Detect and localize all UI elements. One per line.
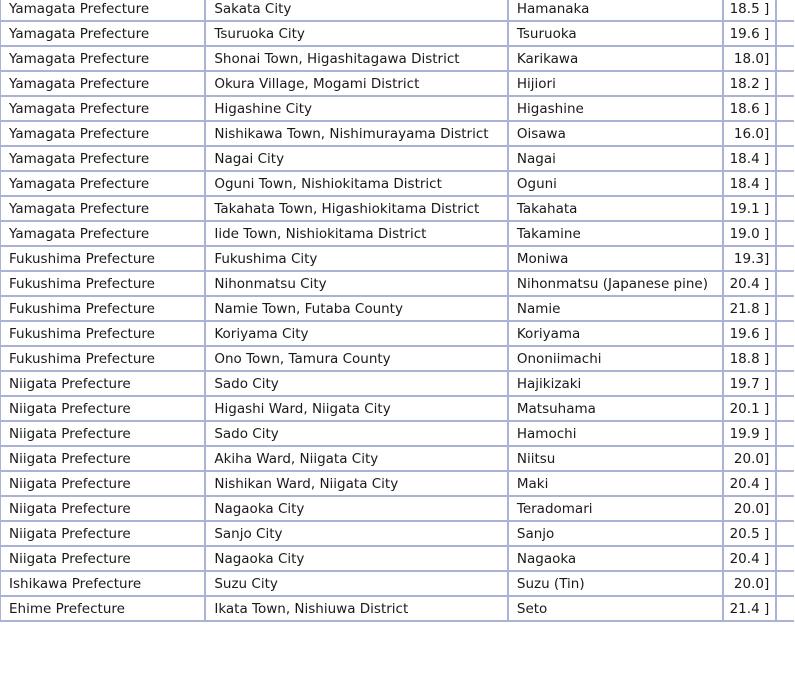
municipality-cell: Akiha Ward, Niigata City [205, 446, 508, 471]
trailing-cell [776, 246, 794, 271]
table-row [0, 146, 794, 171]
station-cell: Matsuhama [508, 396, 723, 421]
prefecture-cell: Niigata Prefecture [0, 446, 205, 471]
value-cell: 20.0] [723, 496, 776, 521]
station-cell: Hijiori [508, 71, 723, 96]
municipality-cell: Nagai City [205, 146, 508, 171]
municipality-cell: Koriyama City [205, 321, 508, 346]
prefecture-cell: Yamagata Prefecture [0, 171, 205, 196]
value-cell: 19.9 ] [723, 421, 776, 446]
station-cell: Nihonmatsu (Japanese pine) [508, 271, 723, 296]
station-cell: Takahata [508, 196, 723, 221]
trailing-cell [776, 496, 794, 521]
value-cell: 18.4 ] [723, 171, 776, 196]
trailing-cell [776, 596, 794, 621]
station-cell: Niitsu [508, 446, 723, 471]
station-cell: Tsuruoka [508, 21, 723, 46]
station-cell: Ononiimachi [508, 346, 723, 371]
station-cell: Namie [508, 296, 723, 321]
trailing-cell [776, 221, 794, 246]
station-cell: Higashine [508, 96, 723, 121]
prefecture-cell: Yamagata Prefecture [0, 221, 205, 246]
table-row [0, 246, 794, 271]
municipality-cell: Takahata Town, Higashiokitama District [205, 196, 508, 221]
municipality-cell: Shonai Town, Higashitagawa District [205, 46, 508, 71]
value-cell: 20.5 ] [723, 521, 776, 546]
trailing-cell [776, 421, 794, 446]
table-row [0, 546, 794, 571]
trailing-cell [776, 21, 794, 46]
municipality-cell: Namie Town, Futaba County [205, 296, 508, 321]
trailing-cell [776, 171, 794, 196]
station-cell: Koriyama [508, 321, 723, 346]
table-row [0, 571, 794, 596]
municipality-cell: Ono Town, Tamura County [205, 346, 508, 371]
municipality-cell: Higashi Ward, Niigata City [205, 396, 508, 421]
prefecture-cell: Yamagata Prefecture [0, 121, 205, 146]
municipality-cell: Ikata Town, Nishiuwa District [205, 596, 508, 621]
trailing-cell [776, 0, 794, 21]
municipality-cell: Sakata City [205, 0, 508, 21]
prefecture-cell: Yamagata Prefecture [0, 46, 205, 71]
station-cell: Moniwa [508, 246, 723, 271]
value-cell: 20.0] [723, 571, 776, 596]
station-cell: Hamochi [508, 421, 723, 446]
municipality-cell: Nihonmatsu City [205, 271, 508, 296]
table-row [0, 346, 794, 371]
municipality-cell: Nishikawa Town, Nishimurayama District [205, 121, 508, 146]
prefecture-cell: Niigata Prefecture [0, 421, 205, 446]
municipality-cell: Nagaoka City [205, 546, 508, 571]
table-row [0, 371, 794, 396]
municipality-cell: Suzu City [205, 571, 508, 596]
trailing-cell [776, 296, 794, 321]
table-row [0, 271, 794, 296]
trailing-cell [776, 471, 794, 496]
value-cell: 20.4 ] [723, 471, 776, 496]
table-row [0, 171, 794, 196]
table-row [0, 0, 794, 21]
table-row [0, 496, 794, 521]
trailing-cell [776, 546, 794, 571]
trailing-cell [776, 396, 794, 421]
table-row [0, 21, 794, 46]
prefecture-cell: Ishikawa Prefecture [0, 571, 205, 596]
station-cell: Maki [508, 471, 723, 496]
table-row [0, 221, 794, 246]
station-cell: Hajikizaki [508, 371, 723, 396]
value-cell: 20.4 ] [723, 271, 776, 296]
prefecture-cell: Yamagata Prefecture [0, 196, 205, 221]
municipality-cell: Okura Village, Mogami District [205, 71, 508, 96]
table-row [0, 96, 794, 121]
prefecture-cell: Fukushima Prefecture [0, 346, 205, 371]
table-row [0, 71, 794, 96]
station-cell: Oisawa [508, 121, 723, 146]
value-cell: 18.2 ] [723, 71, 776, 96]
prefecture-cell: Niigata Prefecture [0, 371, 205, 396]
trailing-cell [776, 121, 794, 146]
prefecture-cell: Niigata Prefecture [0, 546, 205, 571]
table-row [0, 196, 794, 221]
trailing-cell [776, 196, 794, 221]
table-row [0, 46, 794, 71]
trailing-cell [776, 371, 794, 396]
municipality-cell: Nishikan Ward, Niigata City [205, 471, 508, 496]
value-cell: 18.0] [723, 46, 776, 71]
table-row [0, 421, 794, 446]
prefecture-cell: Yamagata Prefecture [0, 71, 205, 96]
station-cell: Sanjo [508, 521, 723, 546]
station-cell: Suzu (Tin) [508, 571, 723, 596]
prefecture-cell: Fukushima Prefecture [0, 246, 205, 271]
value-cell: 18.4 ] [723, 146, 776, 171]
trailing-cell [776, 571, 794, 596]
trailing-cell [776, 146, 794, 171]
value-cell: 18.5 ] [723, 0, 776, 21]
municipality-cell: Sado City [205, 421, 508, 446]
station-cell: Hamanaka [508, 0, 723, 21]
prefecture-cell: Fukushima Prefecture [0, 296, 205, 321]
value-cell: 19.6 ] [723, 21, 776, 46]
table-row [0, 296, 794, 321]
value-cell: 18.8 ] [723, 346, 776, 371]
table-row [0, 596, 794, 621]
value-cell: 21.4 ] [723, 596, 776, 621]
value-cell: 19.6 ] [723, 321, 776, 346]
municipality-cell: Tsuruoka City [205, 21, 508, 46]
value-cell: 16.0] [723, 121, 776, 146]
value-cell: 19.3] [723, 246, 776, 271]
value-cell: 18.6 ] [723, 96, 776, 121]
municipality-cell: Sado City [205, 371, 508, 396]
station-cell: Takamine [508, 221, 723, 246]
municipality-cell: Fukushima City [205, 246, 508, 271]
prefecture-cell: Ehime Prefecture [0, 596, 205, 621]
prefecture-cell: Yamagata Prefecture [0, 146, 205, 171]
trailing-cell [776, 446, 794, 471]
table-row [0, 321, 794, 346]
prefecture-cell: Fukushima Prefecture [0, 321, 205, 346]
prefecture-cell: Niigata Prefecture [0, 496, 205, 521]
municipality-cell: Higashine City [205, 96, 508, 121]
value-cell: 19.7 ] [723, 371, 776, 396]
station-cell: Teradomari [508, 496, 723, 521]
table-row [0, 396, 794, 421]
trailing-cell [776, 96, 794, 121]
station-cell: Nagaoka [508, 546, 723, 571]
table-row [0, 121, 794, 146]
prefecture-cell: Yamagata Prefecture [0, 0, 205, 21]
station-cell: Karikawa [508, 46, 723, 71]
table-row [0, 521, 794, 546]
table-row [0, 471, 794, 496]
station-cell: Seto [508, 596, 723, 621]
trailing-cell [776, 346, 794, 371]
table-row [0, 446, 794, 471]
municipality-cell: Sanjo City [205, 521, 508, 546]
value-cell: 21.8 ] [723, 296, 776, 321]
value-cell: 20.0] [723, 446, 776, 471]
value-cell: 20.1 ] [723, 396, 776, 421]
value-cell: 20.4 ] [723, 546, 776, 571]
municipality-cell: Iide Town, Nishiokitama District [205, 221, 508, 246]
prefecture-cell: Niigata Prefecture [0, 521, 205, 546]
station-cell: Oguni [508, 171, 723, 196]
trailing-cell [776, 521, 794, 546]
prefecture-cell: Niigata Prefecture [0, 471, 205, 496]
municipality-cell: Oguni Town, Nishiokitama District [205, 171, 508, 196]
prefecture-cell: Yamagata Prefecture [0, 21, 205, 46]
trailing-cell [776, 71, 794, 96]
trailing-cell [776, 321, 794, 346]
prefecture-cell: Fukushima Prefecture [0, 271, 205, 296]
station-cell: Nagai [508, 146, 723, 171]
prefecture-cell: Niigata Prefecture [0, 396, 205, 421]
trailing-cell [776, 271, 794, 296]
municipality-cell: Nagaoka City [205, 496, 508, 521]
trailing-cell [776, 46, 794, 71]
value-cell: 19.0 ] [723, 221, 776, 246]
value-cell: 19.1 ] [723, 196, 776, 221]
prefecture-cell: Yamagata Prefecture [0, 96, 205, 121]
